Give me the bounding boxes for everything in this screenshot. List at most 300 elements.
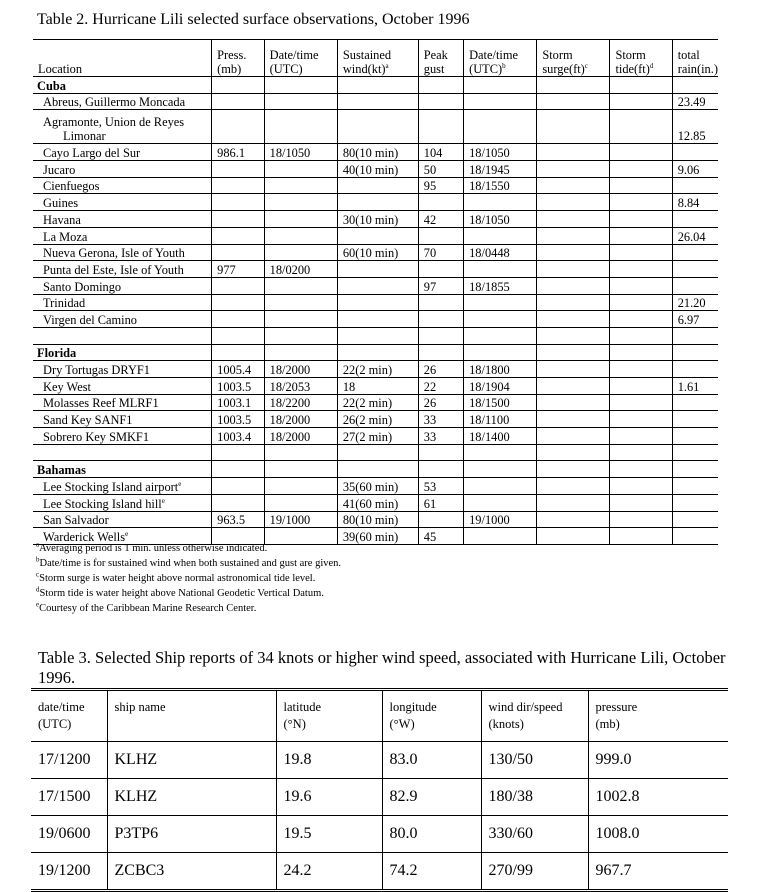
table-cell — [610, 311, 672, 328]
table-cell — [610, 294, 672, 311]
table-cell — [337, 110, 418, 144]
spacer-row — [33, 444, 718, 461]
table-cell — [464, 311, 537, 328]
table-cell — [610, 227, 672, 244]
location-cell: Virgen del Camino — [33, 311, 212, 328]
footnote: $^a$Averaging period is 1 min. unless otherwise indicated. — [36, 540, 268, 554]
group-row — [33, 461, 718, 478]
col-header-peak-gust: Peak gust — [418, 40, 463, 77]
table-cell — [610, 478, 672, 495]
table-cell — [672, 244, 718, 261]
table-cell: 1003.5 — [212, 411, 264, 428]
location-cell: Nueva Gerona, Isle of Youth — [33, 244, 212, 261]
table-cell — [672, 461, 718, 478]
table-cell: KLHZ — [107, 779, 276, 816]
table-cell: 83.0 — [382, 742, 481, 779]
table-cell: 22(2 min) — [337, 394, 418, 411]
table-cell: 95 — [418, 177, 463, 194]
col-header-date-time: date/time (UTC) — [31, 690, 107, 742]
location-cell: Key West — [33, 378, 212, 395]
table3-header-row — [31, 690, 728, 742]
table-cell — [418, 110, 463, 144]
group-name: Florida — [33, 344, 212, 361]
table-cell — [537, 261, 610, 278]
table-row — [31, 779, 728, 816]
col-header-location: Location — [33, 40, 212, 77]
table-cell: 22(2 min) — [337, 361, 418, 378]
table-cell — [537, 511, 610, 528]
location-cell: Punta del Este, Isle of Youth — [33, 261, 212, 278]
table-cell — [610, 394, 672, 411]
location-cell: Sobrero Key SMKF1 — [33, 428, 212, 445]
table-cell: 18/1945 — [464, 161, 537, 178]
table-cell — [672, 344, 718, 361]
table-cell — [418, 444, 463, 461]
table-cell — [537, 77, 610, 94]
table-cell — [212, 444, 264, 461]
table-cell — [337, 227, 418, 244]
table-cell — [537, 294, 610, 311]
table-cell — [212, 277, 264, 294]
table-cell: 18/1800 — [464, 361, 537, 378]
table-cell — [264, 77, 337, 94]
table-cell — [264, 327, 337, 344]
table-cell — [212, 327, 264, 344]
table-cell: 22 — [418, 378, 463, 395]
table-cell — [610, 528, 672, 545]
table-cell: 17/1500 — [31, 779, 107, 816]
table-row — [31, 742, 728, 779]
table-cell — [672, 327, 718, 344]
table-cell — [264, 461, 337, 478]
table-cell: 130/50 — [481, 742, 588, 779]
col-header-wind: wind dir/speed (knots) — [481, 690, 588, 742]
table-cell: 977 — [212, 261, 264, 278]
table-cell — [537, 211, 610, 228]
table-row — [33, 428, 718, 445]
location-cell: Agramonte, Union de Reyes Limonar — [33, 110, 212, 144]
table-cell: 26 — [418, 361, 463, 378]
table-cell: 18/1400 — [464, 428, 537, 445]
location-cell: Havana — [33, 211, 212, 228]
table-cell — [537, 528, 610, 545]
table-cell — [610, 194, 672, 211]
table-cell: 74.2 — [382, 853, 481, 891]
table-cell: 80(10 min) — [337, 511, 418, 528]
table-cell — [418, 461, 463, 478]
group-name: Cuba — [33, 77, 212, 94]
group-row — [33, 77, 718, 94]
table-cell: 8.84 — [672, 194, 718, 211]
table-cell — [464, 494, 537, 511]
table-cell — [672, 77, 718, 94]
table-row — [33, 161, 718, 178]
table-row — [31, 816, 728, 853]
table-cell — [212, 244, 264, 261]
location-cell: Sand Key SANF1 — [33, 411, 212, 428]
table-cell: 1002.8 — [588, 779, 728, 816]
table-cell — [264, 294, 337, 311]
table-cell: 1005.4 — [212, 361, 264, 378]
table-cell — [212, 494, 264, 511]
table-cell — [418, 294, 463, 311]
table-cell — [212, 211, 264, 228]
table-cell — [464, 461, 537, 478]
table-row — [33, 144, 718, 161]
location-cell: Abreus, Guillermo Moncada — [33, 93, 212, 110]
table-cell: 80.0 — [382, 816, 481, 853]
table-cell — [337, 327, 418, 344]
table-cell — [212, 161, 264, 178]
table3-title: Table 3. Selected Ship reports of 34 knots or higher wind speed, associated with Hurricane Lili, October 1996. — [38, 648, 726, 687]
table-cell: 18/0448 — [464, 244, 537, 261]
table-cell — [537, 93, 610, 110]
table-cell — [464, 261, 537, 278]
table-cell: 61 — [418, 494, 463, 511]
table-cell — [537, 428, 610, 445]
location-cell: Guines — [33, 194, 212, 211]
table-row — [33, 311, 718, 328]
table-cell — [464, 194, 537, 211]
table-cell — [672, 211, 718, 228]
location-cell: La Moza — [33, 227, 212, 244]
table2-header-row — [33, 40, 718, 77]
table-cell — [610, 77, 672, 94]
table-cell: 45 — [418, 528, 463, 545]
table-row — [33, 378, 718, 395]
table-cell — [610, 461, 672, 478]
table-cell — [610, 444, 672, 461]
col-header-longitude: longitude (°W) — [382, 690, 481, 742]
table-cell: ZCBC3 — [107, 853, 276, 891]
table-row — [33, 361, 718, 378]
table-cell — [264, 494, 337, 511]
footnote: $^b$Date/time is for sustained wind when both sustained and gust are given. — [36, 555, 342, 569]
location-cell: Molasses Reef MLRF1 — [33, 394, 212, 411]
footnote: $^c$Storm surge is water height above normal astronomical tide level. — [36, 570, 316, 584]
table-row — [33, 177, 718, 194]
table-cell — [212, 311, 264, 328]
table-cell — [33, 444, 212, 461]
table-cell — [212, 227, 264, 244]
table-cell — [610, 361, 672, 378]
table-cell — [537, 378, 610, 395]
table-cell — [337, 93, 418, 110]
table-cell — [33, 327, 212, 344]
table-cell — [418, 227, 463, 244]
table-cell — [610, 378, 672, 395]
table2-footnotes — [36, 541, 341, 616]
table-cell — [537, 478, 610, 495]
table-cell: 27(2 min) — [337, 428, 418, 445]
table-cell — [212, 344, 264, 361]
table-cell: 104 — [418, 144, 463, 161]
table-cell — [537, 244, 610, 261]
table-cell — [264, 194, 337, 211]
location-cell: Lee Stocking Island hill$^e$ — [33, 494, 212, 511]
footnote: $^e$Courtesy of the Caribbean Marine Research Center. — [36, 600, 257, 614]
table-cell — [537, 177, 610, 194]
col-header-sustained-wind: Sustained wind(kt)$^a$ — [337, 40, 418, 77]
group-row — [33, 344, 718, 361]
table-cell — [464, 93, 537, 110]
table-cell — [418, 344, 463, 361]
table-row — [33, 394, 718, 411]
table-cell — [537, 277, 610, 294]
table2-title: Table 2. Hurricane Lili selected surface observations, October 1996 — [37, 11, 470, 28]
table-cell — [264, 110, 337, 144]
table-row — [33, 110, 718, 144]
table-cell — [672, 528, 718, 545]
table-cell: 180/38 — [481, 779, 588, 816]
table-cell — [264, 177, 337, 194]
table-cell — [610, 327, 672, 344]
location-cell: Santo Domingo — [33, 277, 212, 294]
table-cell: 18/0200 — [264, 261, 337, 278]
table-cell — [610, 110, 672, 144]
table-cell: 19/1000 — [464, 511, 537, 528]
table-cell — [464, 344, 537, 361]
table-cell: 1003.4 — [212, 428, 264, 445]
table-cell — [212, 478, 264, 495]
table-cell: 60(10 min) — [337, 244, 418, 261]
table2 — [33, 39, 718, 545]
table-cell: 33 — [418, 411, 463, 428]
table-row — [33, 411, 718, 428]
table-cell — [537, 361, 610, 378]
table-cell — [537, 344, 610, 361]
table-cell: 6.97 — [672, 311, 718, 328]
table-cell — [610, 177, 672, 194]
table-cell: 18/1855 — [464, 277, 537, 294]
table-cell: 41(60 min) — [337, 494, 418, 511]
table-cell: 19.5 — [276, 816, 382, 853]
table-cell: 1003.1 — [212, 394, 264, 411]
table-cell: 18/2000 — [264, 361, 337, 378]
table-cell: 1008.0 — [588, 816, 728, 853]
table-cell — [672, 478, 718, 495]
table-cell: 30(10 min) — [337, 211, 418, 228]
table-row — [33, 277, 718, 294]
table-cell: 19/0600 — [31, 816, 107, 853]
table-cell: 82.9 — [382, 779, 481, 816]
table-cell — [537, 311, 610, 328]
table-cell — [264, 211, 337, 228]
table-cell — [610, 277, 672, 294]
table-cell: 18/2200 — [264, 394, 337, 411]
table-cell — [464, 227, 537, 244]
table-cell — [672, 144, 718, 161]
table-cell — [610, 428, 672, 445]
table-cell — [264, 161, 337, 178]
table-cell — [610, 144, 672, 161]
table-row — [33, 227, 718, 244]
table-cell — [537, 444, 610, 461]
col-header-ship-name: ship name — [107, 690, 276, 742]
table-cell — [537, 161, 610, 178]
location-cell: Warderick Wells$^e$ — [33, 528, 212, 545]
table-cell: 80(10 min) — [337, 144, 418, 161]
col-header-pressure: pressure (mb) — [588, 690, 728, 742]
table-cell: 18/1904 — [464, 378, 537, 395]
table-cell — [610, 344, 672, 361]
table-cell — [464, 528, 537, 545]
table3 — [31, 688, 728, 892]
table-cell — [337, 311, 418, 328]
table-cell: 1003.5 — [212, 378, 264, 395]
table-cell — [537, 194, 610, 211]
table-cell: 19/1200 — [31, 853, 107, 891]
table-cell — [464, 77, 537, 94]
table-cell: P3TP6 — [107, 816, 276, 853]
table-cell — [212, 177, 264, 194]
table-cell — [212, 294, 264, 311]
table-cell — [337, 77, 418, 94]
table-cell — [464, 110, 537, 144]
table-row — [33, 261, 718, 278]
table-cell — [264, 244, 337, 261]
table-cell — [672, 411, 718, 428]
table-cell — [672, 361, 718, 378]
table-cell — [537, 327, 610, 344]
spacer-row — [33, 327, 718, 344]
table-cell — [212, 110, 264, 144]
table-row — [33, 93, 718, 110]
table-cell: 963.5 — [212, 511, 264, 528]
table-cell: 18/1500 — [464, 394, 537, 411]
table-cell — [537, 144, 610, 161]
table-cell: 70 — [418, 244, 463, 261]
table-cell — [537, 494, 610, 511]
table-cell — [672, 394, 718, 411]
table-cell: 9.06 — [672, 161, 718, 178]
table-cell — [418, 261, 463, 278]
col-header-pressure: Press. (mb) — [212, 40, 264, 77]
table-cell: 18/1550 — [464, 177, 537, 194]
table-cell — [610, 93, 672, 110]
table-cell: 19.8 — [276, 742, 382, 779]
table-cell: 19.6 — [276, 779, 382, 816]
table-cell — [212, 77, 264, 94]
table-cell — [672, 261, 718, 278]
table-cell: 26.04 — [672, 227, 718, 244]
table-cell — [264, 93, 337, 110]
table-cell: 12.85 — [672, 110, 718, 144]
col-header-latitude: latitude (°N) — [276, 690, 382, 742]
table-cell: 26 — [418, 394, 463, 411]
location-cell: Cayo Largo del Sur — [33, 144, 212, 161]
location-cell: Trinidad — [33, 294, 212, 311]
table-cell: 21.20 — [672, 294, 718, 311]
table-cell: 53 — [418, 478, 463, 495]
table-cell: 18 — [337, 378, 418, 395]
table-cell: 42 — [418, 211, 463, 228]
location-cell: Lee Stocking Island airport$^e$ — [33, 478, 212, 495]
col-header-datetime-2: Date/time (UTC)$^b$ — [464, 40, 537, 77]
table-cell — [464, 327, 537, 344]
table-cell — [610, 261, 672, 278]
table-row — [33, 511, 718, 528]
location-cell: Dry Tortugas DRYF1 — [33, 361, 212, 378]
location-cell: San Salvador — [33, 511, 212, 528]
table-cell — [537, 110, 610, 144]
table-row — [31, 853, 728, 891]
table-cell — [672, 428, 718, 445]
table-row — [33, 194, 718, 211]
table-cell — [537, 394, 610, 411]
table-cell — [337, 177, 418, 194]
table-cell — [212, 93, 264, 110]
table-cell: 18/1050 — [264, 144, 337, 161]
table-cell — [212, 194, 264, 211]
table-cell — [264, 311, 337, 328]
table-cell: 18/1050 — [464, 144, 537, 161]
table-cell: 33 — [418, 428, 463, 445]
table-cell: 18/1050 — [464, 211, 537, 228]
table-cell — [610, 211, 672, 228]
table-cell: 270/99 — [481, 853, 588, 891]
table-cell — [264, 444, 337, 461]
table-cell — [464, 294, 537, 311]
location-cell: Jucaro — [33, 161, 212, 178]
table-cell: KLHZ — [107, 742, 276, 779]
table-cell — [464, 478, 537, 495]
group-name: Bahamas — [33, 461, 212, 478]
table-cell — [672, 511, 718, 528]
table-row — [33, 294, 718, 311]
table-cell: 19/1000 — [264, 511, 337, 528]
table-cell — [610, 494, 672, 511]
table-cell — [537, 461, 610, 478]
table-cell — [610, 161, 672, 178]
table-cell: 18/2053 — [264, 378, 337, 395]
table-cell — [264, 344, 337, 361]
table-cell: 18/2000 — [264, 411, 337, 428]
col-header-storm-tide: Storm tide(ft)$^d$ — [610, 40, 672, 77]
table-cell — [337, 294, 418, 311]
table-cell: 18/1100 — [464, 411, 537, 428]
table-cell — [672, 177, 718, 194]
location-cell: Cienfuegos — [33, 177, 212, 194]
table-row — [33, 244, 718, 261]
table-cell: 40(10 min) — [337, 161, 418, 178]
table-cell — [610, 411, 672, 428]
table-cell — [337, 277, 418, 294]
table-cell: 26(2 min) — [337, 411, 418, 428]
table-cell: 35(60 min) — [337, 478, 418, 495]
col-header-storm-surge: Storm surge(ft)$^c$ — [537, 40, 610, 77]
table-row — [33, 478, 718, 495]
table-cell — [610, 244, 672, 261]
table-cell — [337, 444, 418, 461]
table-cell — [418, 311, 463, 328]
col-header-total-rain: total rain(in.) — [672, 40, 718, 77]
table-cell — [264, 478, 337, 495]
table-cell: 1.61 — [672, 378, 718, 395]
table-cell — [537, 411, 610, 428]
table-cell: 39(60 min) — [337, 528, 418, 545]
col-header-datetime: Date/time (UTC) — [264, 40, 337, 77]
table-cell — [264, 277, 337, 294]
table-cell — [610, 511, 672, 528]
table-cell — [212, 461, 264, 478]
table-cell — [464, 444, 537, 461]
table-cell: 18/2000 — [264, 428, 337, 445]
table-cell — [264, 227, 337, 244]
table-cell — [418, 194, 463, 211]
table-cell: 986.1 — [212, 144, 264, 161]
table-cell — [418, 77, 463, 94]
